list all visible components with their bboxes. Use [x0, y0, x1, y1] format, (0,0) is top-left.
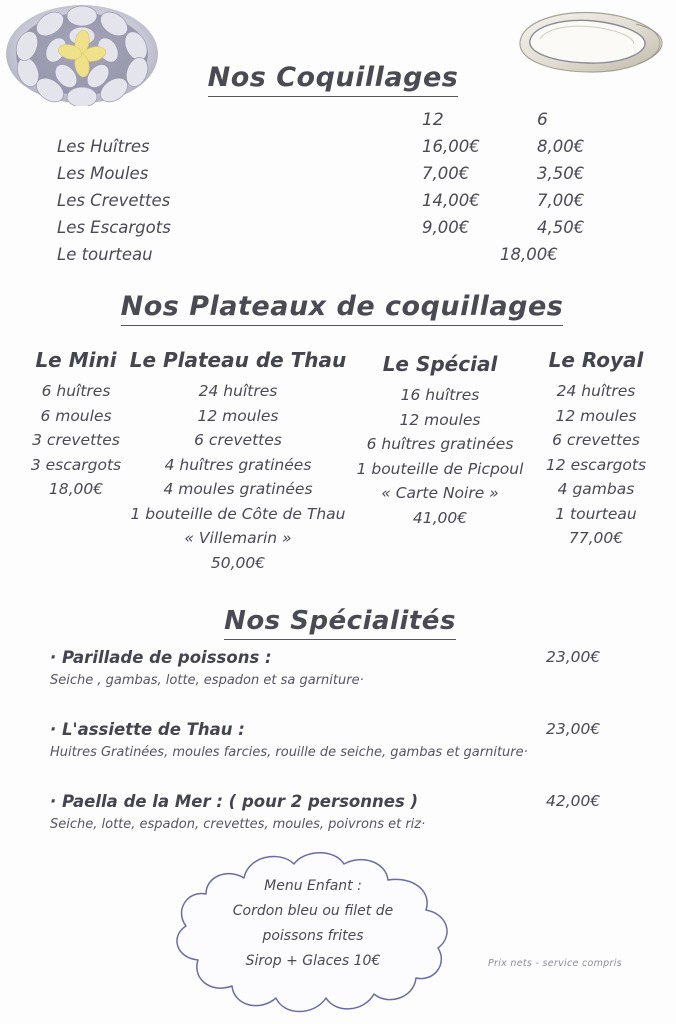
plateau-line: 6 huîtres: [41, 382, 111, 400]
menu-enfant-line: Menu Enfant :: [264, 878, 362, 894]
plateau-column-thau: [126, 348, 350, 575]
table-row: [0, 164, 676, 191]
table-row: [0, 191, 676, 218]
plateau-price: 18,00€: [48, 480, 104, 498]
plateau-line: « Villemarin »: [184, 529, 292, 547]
plateau-column-mini: [12, 348, 140, 502]
table-row: [0, 218, 676, 245]
plateau-price: 77,00€: [568, 529, 624, 547]
specialite-title: · Parillade de poissons :: [50, 648, 272, 667]
plateau-line: 4 moules gratinées: [163, 480, 313, 498]
specialite-price: 23,00€: [546, 648, 601, 666]
plateau-line: 6 moules: [40, 406, 112, 425]
plateau-line: 3 crevettes: [32, 431, 120, 449]
plateau-line: 4 gambas: [557, 480, 635, 498]
specialite-description: Seiche, lotte, espadon, crevettes, moules, poivrons et riz·: [50, 817, 426, 832]
item-name: Les Escargots: [57, 218, 171, 237]
plateau-line: 3 escargots: [30, 455, 122, 474]
plateau-line: 16 huîtres: [400, 386, 480, 404]
plateau-title: Le Plateau de Thau: [129, 348, 347, 372]
price-6: 4,50€: [537, 218, 585, 237]
plateaux-columns: [0, 348, 676, 598]
menu-enfant-line: poissons frites: [262, 928, 364, 944]
coquillages-price-table: [0, 110, 676, 272]
plateau-line: 1 bouteille de Côte de Thau: [130, 504, 346, 523]
price-single: 18,00€: [500, 245, 558, 264]
heading-plateaux-text: Nos Plateaux de coquillages: [121, 291, 564, 326]
footer-note: Prix nets - service compris: [488, 958, 622, 969]
plateau-line: « Carte Noire »: [381, 484, 499, 502]
plateau-price: 50,00€: [210, 553, 266, 572]
price-6: 3,50€: [537, 164, 585, 183]
column-header-6: 6: [537, 110, 548, 130]
heading-specialites-text: Nos Spécialités: [224, 606, 456, 640]
table-row: [0, 137, 676, 164]
price-12: 16,00€: [422, 137, 480, 156]
price-12: 14,00€: [422, 191, 480, 210]
plateau-line: 6 crevettes: [194, 431, 282, 449]
plateau-column-royal: [516, 348, 676, 551]
specialite-item: [0, 720, 676, 768]
plateau-line: 6 huîtres gratinées: [366, 435, 514, 453]
item-name: Les Huîtres: [57, 137, 150, 156]
plateau-title: Le Mini: [35, 348, 117, 372]
plateau-line: 1 tourteau: [555, 504, 637, 523]
item-name: Les Moules: [57, 164, 149, 183]
heading-plateaux: [0, 291, 676, 326]
heading-coquillages-text: Nos Coquillages: [208, 62, 459, 97]
price-6: 8,00€: [537, 137, 585, 156]
plateau-line: 12 moules: [555, 406, 637, 425]
specialite-title: · Paella de la Mer : ( pour 2 personnes ): [50, 792, 419, 811]
price-12: 9,00€: [422, 218, 470, 237]
plateau-line: 12 moules: [399, 410, 481, 429]
plateau-column-special: [352, 352, 528, 530]
column-header-12: 12: [422, 110, 444, 130]
price-12: 7,00€: [422, 164, 470, 183]
specialites-list: [0, 648, 676, 864]
menu-enfant-line: Cordon bleu ou filet de: [232, 903, 394, 919]
specialite-price: 42,00€: [546, 792, 601, 810]
specialite-price: 23,00€: [546, 720, 601, 738]
menu-enfant-cloud: [148, 848, 478, 1024]
plateau-title: Le Royal: [548, 348, 644, 372]
heading-coquillages: [0, 62, 676, 97]
plateau-price: 41,00€: [412, 508, 468, 527]
specialite-description: Seiche , gambas, lotte, espadon et sa garniture·: [50, 673, 364, 688]
item-name: Le tourteau: [57, 245, 153, 264]
heading-specialites: [0, 606, 676, 640]
plateau-line: 6 crevettes: [552, 431, 640, 449]
specialite-title: · L'assiette de Thau :: [50, 720, 245, 739]
menu-enfant-line: Sirop + Glaces 10€: [245, 953, 381, 969]
table-row: [0, 245, 676, 272]
plateau-line: 12 escargots: [545, 455, 647, 474]
plateau-line: 24 huîtres: [556, 382, 636, 400]
specialite-item: [0, 792, 676, 840]
price-6: 7,00€: [537, 191, 585, 210]
specialite-description: Huitres Gratinées, moules farcies, rouille de seiche, gambas et garniture·: [50, 745, 528, 760]
table-header-row: [0, 110, 676, 137]
menu-enfant-text: [148, 874, 478, 974]
plateau-title: Le Spécial: [382, 352, 498, 376]
plateau-line: 24 huîtres: [198, 382, 278, 400]
item-name: Les Crevettes: [57, 191, 171, 210]
plateau-line: 1 bouteille de Picpoul: [356, 459, 524, 478]
plateau-line: 4 huîtres gratinées: [164, 455, 312, 474]
specialite-item: [0, 648, 676, 696]
plateau-line: 12 moules: [197, 406, 279, 425]
